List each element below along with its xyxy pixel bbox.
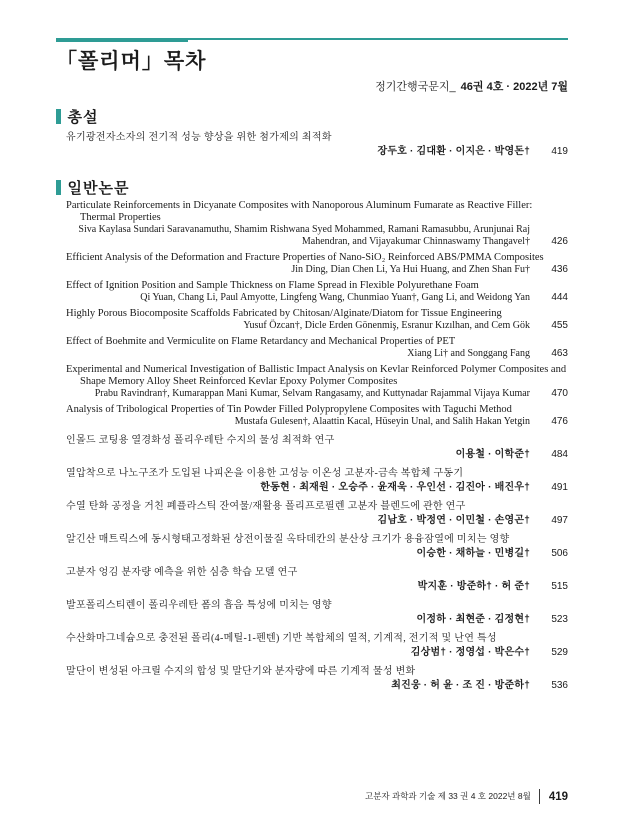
- header-rule-accent: [56, 38, 188, 42]
- article-authors-row: [56, 292, 568, 304]
- article-page-number: 515: [551, 581, 568, 592]
- article-title: 말단이 변성된 아크릴 수지의 합성 및 말단기와 분자량에 따른 기계적 물성 변화: [66, 666, 416, 677]
- header-rule: [56, 38, 568, 42]
- section-label: 총설: [67, 108, 99, 126]
- page-footer: [365, 789, 568, 804]
- article-authors-row: [56, 146, 568, 158]
- article-authors: Jin Ding, Dian Chen Li, Ya Hui Huang, and Zhen Shan Fu†: [291, 264, 530, 275]
- article-entry: [56, 252, 568, 276]
- article-authors: Yusuf Özcan†, Dicle Erden Gönenmiş, Esranur Kızılhan, and Cem Gök: [243, 320, 530, 331]
- article-title: Effect of Ignition Position and Sample Thickness on Flame Spread in Flexible Polyurethane Foam: [66, 280, 479, 291]
- article-entry: [56, 633, 568, 659]
- article-authors-row: [56, 548, 568, 560]
- article-page-number: 436: [551, 264, 568, 275]
- article-page-number: 523: [551, 614, 568, 625]
- header-rule-line: [188, 38, 568, 40]
- article-authors: 한동현 · 최재원 · 오승주 · 윤재욱 · 우인선 · 김진아 · 배진우†: [260, 482, 530, 493]
- article-authors: Prabu Ravindran†, Kumarappan Mani Kumar, Selvam Rangasamy, and Kuttynadar Rajammal Vijaya Kumar: [94, 388, 530, 399]
- article-authors-row: [56, 680, 568, 692]
- article-page-number: 463: [551, 348, 568, 359]
- page-title: 「폴리머」목차: [56, 50, 207, 73]
- article-entry: [56, 280, 568, 304]
- section-accent-bar: [56, 109, 61, 124]
- article-page-number: 426: [551, 236, 568, 247]
- article-title: Experimental and Numerical Investigation of Ballistic Impact Analysis on Kevlar Reinforced Polymer Composites and Shape Memory Alloy Sheet Reinforced Kevlar Epoxy Polymer Composites: [66, 364, 567, 387]
- article-authors: Siva Kaylasa Sundari Saravanamuthu, Shamim Rishwana Syed Mohammed, Ramani Ramasubbu, Arunjunai Raj Mahendran, and Vijayakumar Chinnaswamy Thangavel†: [78, 224, 530, 247]
- article-page-number: 455: [551, 320, 568, 331]
- article-entry: [56, 132, 568, 158]
- article-page-number: 419: [551, 146, 568, 157]
- article-authors: Mustafa Gulesen†, Alaattin Kacal, Hüseyin Unal, and Salih Hakan Yetgin: [234, 416, 530, 427]
- section-accent-bar: [56, 180, 61, 195]
- article-title: Efficient Analysis of the Deformation and Fracture Properties of Nano-SiO₂ Reinforced ABS/PMMA Composites: [66, 252, 544, 263]
- article-entry: [56, 336, 568, 360]
- article-title: 수열 탄화 공정을 거친 폐플라스틱 잔여물/재활용 폴리프로필렌 고분자 블렌드에 관한 연구: [66, 501, 466, 512]
- article-page-number: 444: [551, 292, 568, 303]
- article-title: 고분자 엉김 분자량 예측을 위한 심층 학습 모델 연구: [66, 567, 298, 578]
- article-entry: [56, 501, 568, 527]
- article-authors-row: [56, 581, 568, 593]
- section-label: 일반논문: [67, 179, 130, 197]
- article-page-number: 491: [551, 482, 568, 493]
- article-entry: [56, 200, 568, 248]
- article-authors-row: [56, 515, 568, 527]
- article-page-number: 536: [551, 680, 568, 691]
- article-title: Effect of Boehmite and Vermiculite on Flame Retardancy and Mechanical Properties of PET: [66, 336, 456, 347]
- article-entry: [56, 666, 568, 692]
- article-title: 알긴산 매트릭스에 동시형태고정화된 상전이물질 옥타데칸의 분산상 크기가 용융잠열에 미치는 영향: [66, 534, 510, 545]
- article-entry: [56, 600, 568, 626]
- article-authors: 장두호 · 김대환 · 이지은 · 박영돈†: [377, 146, 530, 157]
- section-header-general: [56, 178, 568, 196]
- article-entry: [56, 308, 568, 332]
- article-entry: [56, 534, 568, 560]
- issue-prefix: 정기간행국문지_: [375, 81, 456, 93]
- article-title: 발포폴리스티렌이 폴리우레탄 폼의 흡음 특성에 미치는 영향: [66, 600, 332, 611]
- section-header-review: [56, 107, 568, 125]
- article-title: Highly Porous Biocomposite Scaffolds Fabricated by Chitosan/Alginate/Diatom for Tissue Engineering: [66, 308, 502, 319]
- article-authors-row: [56, 482, 568, 494]
- issue-volume: 46권 4호 · 2022년 7월: [460, 81, 568, 93]
- article-authors: 김상범† · 정영섭 · 박은수†: [410, 647, 530, 658]
- article-title: Particulate Reinforcements in Dicyanate Composites with Nanoporous Aluminum Fumarate as Reactive Filler: Thermal Properties: [66, 200, 533, 223]
- article-page-number: 529: [551, 647, 568, 658]
- article-authors-row: [56, 320, 568, 332]
- article-authors-row: [56, 449, 568, 461]
- article-entry: [56, 468, 568, 494]
- article-title: 인몰드 코팅용 열경화성 폴리우레탄 수지의 물성 최적화 연구: [66, 435, 335, 446]
- article-authors: Xiang Li† and Songgang Fang: [407, 348, 530, 359]
- article-title: Analysis of Tribological Properties of Tin Powder Filled Polypropylene Composites with Taguchi Method: [66, 404, 512, 415]
- issue-info: [56, 80, 568, 94]
- article-authors-row: [56, 348, 568, 360]
- article-page-number: 484: [551, 449, 568, 460]
- article-page-number: 476: [551, 416, 568, 427]
- article-authors: 최진웅 · 허 윤 · 조 진 · 방준하†: [391, 680, 530, 691]
- article-entry: [56, 404, 568, 428]
- article-authors-row: [56, 647, 568, 659]
- article-title: 수산화마그네슘으로 충전된 폴리(4-메틸-1-펜텐) 기반 복합체의 열적, 기계적, 전기적 및 난연 특성: [66, 633, 497, 644]
- article-page-number: 506: [551, 548, 568, 559]
- footer-page-number: 419: [548, 790, 568, 803]
- article-authors-row: [56, 416, 568, 428]
- article-page-number: 470: [551, 388, 568, 399]
- article-authors: 이용철 · 이학준†: [455, 449, 530, 460]
- article-authors-row: [56, 388, 568, 400]
- footer-journal-info: 고분자 과학과 기술 제 33 권 4 호 2022년 8월: [365, 789, 540, 804]
- article-authors-row: [56, 614, 568, 626]
- article-authors-row: [56, 264, 568, 276]
- article-entry: [56, 567, 568, 593]
- article-authors: Qi Yuan, Chang Li, Paul Amyotte, Lingfeng Wang, Chunmiao Yuan†, Gang Li, and Weidong Yan: [140, 292, 530, 303]
- article-page-number: 497: [551, 515, 568, 526]
- article-authors-row: [56, 224, 568, 248]
- article-authors: 박지훈 · 방준하† · 허 준†: [417, 581, 530, 592]
- article-authors: 이정하 · 최현준 · 김정현†: [416, 614, 530, 625]
- article-title: 열압착으로 나노구조가 도입된 나피온을 이용한 고성능 이온성 고분자-금속 복합체 구동기: [66, 468, 464, 479]
- article-authors: 김남호 · 박정연 · 이민철 · 손영곤†: [377, 515, 530, 526]
- article-title: 유기광전자소자의 전기적 성능 향상을 위한 첨가제의 최적화: [66, 132, 332, 143]
- article-authors: 이승한 · 채하늘 · 민병길†: [416, 548, 530, 559]
- article-entry: [56, 364, 568, 400]
- article-entry: [56, 435, 568, 461]
